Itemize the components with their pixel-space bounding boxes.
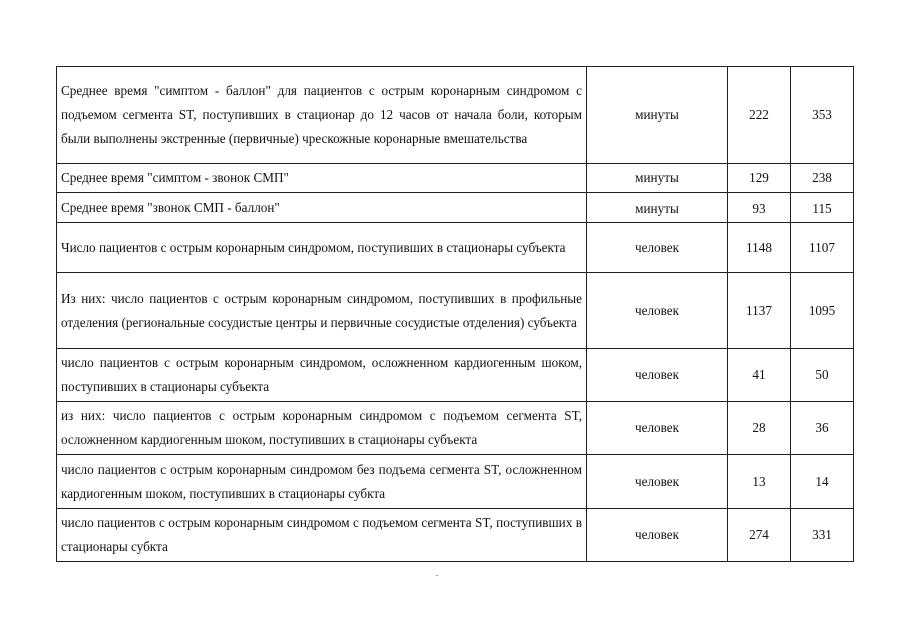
row-value-1: 13 [728,455,791,509]
statistics-table [56,66,854,562]
row-value-1: 222 [728,67,791,164]
row-value-2: 115 [791,193,854,223]
row-unit: человек [587,223,728,273]
table-row [57,455,854,509]
row-unit: человек [587,509,728,562]
row-description: Из них: число пациентов с острым коронарным синдромом, поступивших в профильные отделения (региональные сосудистые центры и первичные сосудистые отделения) субъекта [57,273,587,349]
row-unit: минуты [587,164,728,193]
row-unit: человек [587,273,728,349]
table-row [57,67,854,164]
row-unit: человек [587,349,728,402]
row-value-2: 1095 [791,273,854,349]
row-unit: человек [587,455,728,509]
row-value-1: 41 [728,349,791,402]
table-row [57,509,854,562]
row-value-2: 238 [791,164,854,193]
row-value-2: 36 [791,402,854,455]
row-value-2: 1107 [791,223,854,273]
row-description: число пациентов с острым коронарным синдромом с подъемом сегмента ST, поступивших в стационары субкта [57,509,587,562]
row-value-2: 50 [791,349,854,402]
row-value-1: 274 [728,509,791,562]
row-value-1: 93 [728,193,791,223]
row-value-1: 1148 [728,223,791,273]
row-value-2: 331 [791,509,854,562]
row-unit: минуты [587,67,728,164]
row-value-2: 14 [791,455,854,509]
row-description: Среднее время "симптом - звонок СМП" [57,164,587,193]
row-description: Число пациентов с острым коронарным синдромом, поступивших в стационары субъекта [57,223,587,273]
row-value-2: 353 [791,67,854,164]
row-description: число пациентов с острым коронарным синдромом, осложненном кардиогенным шоком, поступивших в стационары субъекта [57,349,587,402]
table-row [57,164,854,193]
table-row [57,402,854,455]
scan-speck [436,575,438,576]
row-description: Среднее время "звонок СМП - баллон" [57,193,587,223]
row-description: число пациентов с острым коронарным синдромом без подъема сегмента ST, осложненном кардиогенным шоком, поступивших в стационары субкта [57,455,587,509]
row-description: из них: число пациентов с острым коронарным синдромом с подъемом сегмента ST, осложненном кардиогенным шоком, поступивших в стационары субъекта [57,402,587,455]
row-value-1: 1137 [728,273,791,349]
row-value-1: 129 [728,164,791,193]
row-unit: минуты [587,193,728,223]
row-description: Среднее время "симптом - баллон" для пациентов с острым коронарным синдромом с подъемом сегмента ST, поступивших в стационар до 12 часов от начала боли, которым были выполнены экстренные (первичные) чрескожные коронарные вмешательства [57,67,587,164]
row-value-1: 28 [728,402,791,455]
row-unit: человек [587,402,728,455]
table-row [57,349,854,402]
table-row [57,223,854,273]
table-row [57,193,854,223]
table-row [57,273,854,349]
